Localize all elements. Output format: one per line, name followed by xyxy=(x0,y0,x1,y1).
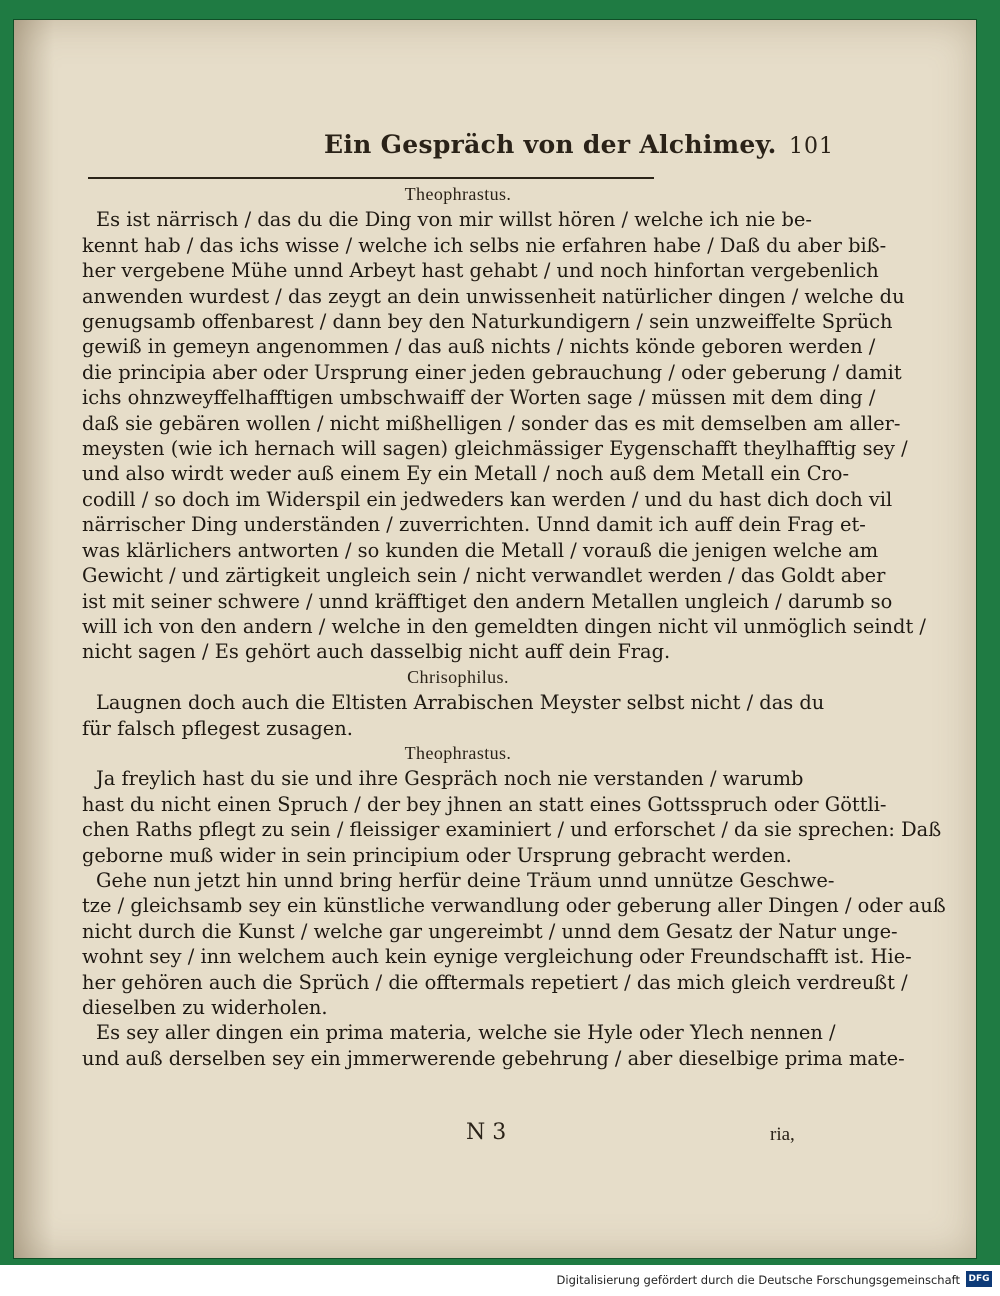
text-line: und auß derselben sey ein jmmerwerende gebehrung / aber dieselbige prima mate- xyxy=(82,1046,905,1070)
text-line: genugsamb offenbarest / dann bey den Naturkundigern / sein unzweiffelte Sprüch xyxy=(82,310,893,334)
text-line: hast du nicht einen Spruch / der bey jhnen an statt eines Gottsspruch oder Göttli- xyxy=(82,792,887,816)
text-line: wohnt sey / inn welchem auch kein eynige vergleichung oder Freundschafft ist. Hie- xyxy=(82,945,912,969)
page-number: 101 xyxy=(789,134,834,159)
text-line: Es sey aller dingen ein prima materia, welche sie Hyle oder Ylech nennen / xyxy=(96,1021,836,1045)
text-line: und also wirdt weder auß einem Ey ein Metall / noch auß dem Metall ein Cro- xyxy=(82,462,850,486)
text-line: geborne muß wider in sein principium oder Ursprung gebracht werden. xyxy=(82,843,792,867)
text-line: gewiß in gemeyn angenommen / das auß nichts / nichts könde geboren werden / xyxy=(82,335,876,359)
text-line: chen Raths pflegt zu sein / fleissiger examiniert / und erforschet / da sie sprechen: Daß xyxy=(82,818,942,842)
text-line: ichs ohnzweyffelhafftigen umbschwaiff der Worten sage / müssen mit dem ding / xyxy=(82,386,876,410)
text-line: will ich von den andern / welche in den gemeldten dingen nicht vil unmöglich seindt / xyxy=(82,614,926,638)
text-line: ist mit seiner schwere / unnd kräfftiget den andern Metallen ungleich / darumb so xyxy=(82,589,893,613)
text-line: Gewicht / und zärtigkeit ungleich sein / nicht verwandlet werden / das Goldt aber xyxy=(82,564,886,588)
text-line: die principia aber oder Ursprung einer jeden gebrauchung / oder geberung / damit xyxy=(82,360,902,384)
catchword: ria, xyxy=(770,1124,795,1145)
text-line: codill / so doch im Widerspil ein jedweders kan werden / und du hast dich doch vil xyxy=(82,487,893,511)
funding-credit: Digitalisierung gefördert durch die Deutsche Forschungsgemeinschaft xyxy=(556,1273,960,1287)
text-line: anwenden wurdest / das zeygt an dein unwissenheit natürlicher dingen / welche du xyxy=(82,284,905,308)
speaker-heading: Chrisophilus. xyxy=(407,666,509,687)
text-line: Laugnen doch auch die Eltisten Arrabischen Meyster selbst nicht / das du xyxy=(96,691,825,715)
running-title: Ein Gespräch von der Alchimey. xyxy=(324,130,777,159)
page-header xyxy=(89,124,834,164)
dfg-logo: DFG xyxy=(966,1271,992,1287)
book-page xyxy=(14,20,976,1258)
text-line: Gehe nun jetzt hin unnd bring herfür deine Träum unnd unnütze Geschwe- xyxy=(96,868,835,892)
speaker-heading: Theophrastus. xyxy=(404,184,512,204)
text-line: was klärlichers antworten / so kunden die Metall / vorauß die jenigen welche am xyxy=(82,538,879,562)
text-line: für falsch pflegest zusagen. xyxy=(82,716,353,740)
speaker-heading: Theophrastus. xyxy=(404,742,512,763)
text-line: närrischer Ding underständen / zuverrichten. Unnd damit ich auff dein Frag et- xyxy=(82,513,866,537)
text-line: Ja freylich hast du sie und ihre Gespräch noch nie verstanden / warumb xyxy=(96,767,804,791)
text-line: dieselben zu widerholen. xyxy=(82,996,328,1019)
text-line: Es ist närrisch / das du die Ding von mir willst hören / welche ich nie be- xyxy=(96,208,812,232)
text-line: her gehören auch die Sprüch / die offtermals repetiert / das mich gleich verdreußt / xyxy=(82,970,908,994)
text-line: her vergebene Mühe unnd Arbeyt hast gehabt / und noch hinfortan vergebenlich xyxy=(82,259,879,283)
text-line: nicht sagen / Es gehört auch dasselbig nicht auff dein Frag. xyxy=(82,640,671,664)
header-rule xyxy=(88,177,654,179)
footer-bar xyxy=(0,1265,1000,1296)
text-line: meysten (wie ich hernach will sagen) gleichmässiger Eygenschafft theylhafftig sey / xyxy=(82,437,908,461)
page-body xyxy=(82,182,946,1071)
signature-mark: N 3 xyxy=(466,1120,507,1145)
text-line: kennt hab / das ichs wisse / welche ich selbs nie erfahren habe / Daß du aber biß- xyxy=(82,233,887,257)
text-line: daß sie gebären wollen / nicht mißhelligen / sonder das es mit demselben am aller- xyxy=(82,411,901,435)
text-line: tze / gleichsamb sey ein künstliche verwandlung oder geberung aller Dingen / oder auß xyxy=(82,894,946,918)
text-line: nicht durch die Kunst / welche gar ungereimbt / unnd dem Gesatz der Natur unge- xyxy=(82,919,898,943)
